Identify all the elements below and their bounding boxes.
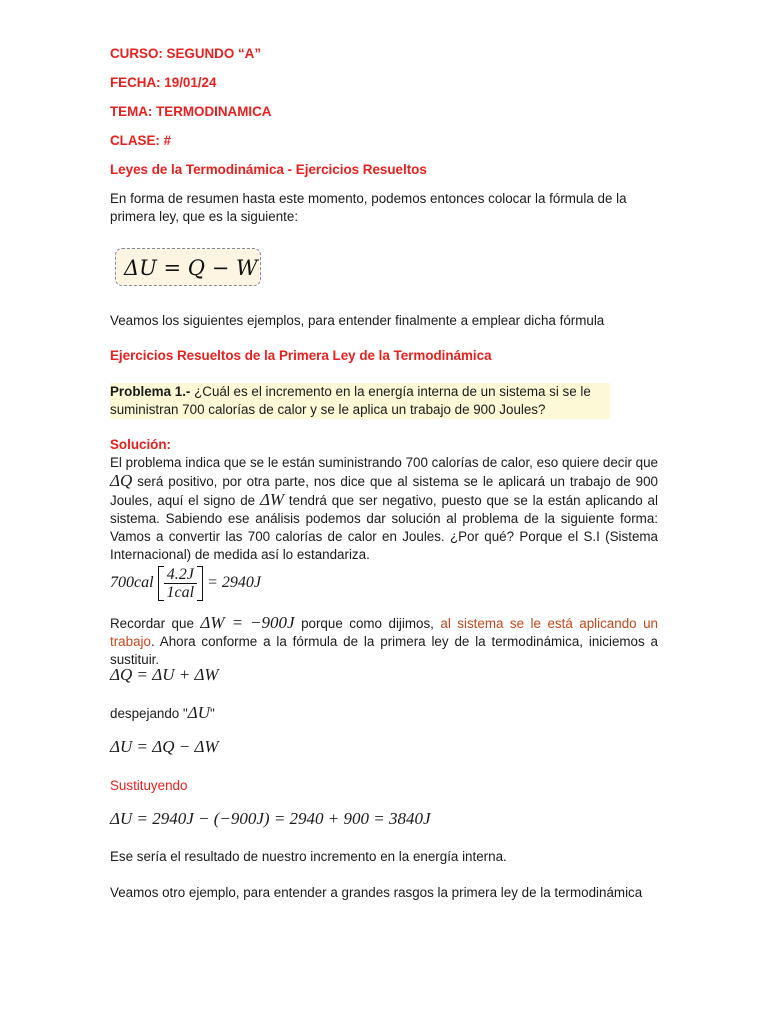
intro-paragraph: En forma de resumen hasta este momento, podemos entonces colocar la fórmula de la primera ley, que es la siguiente: <box>110 191 627 224</box>
solution-paragraph <box>110 454 658 564</box>
problem-text: ¿Cuál es el incremento en la energía interna de un sistema si se le suministran 700 calorías de calor y se le aplica un trabajo de 900 Joules? <box>110 384 591 417</box>
solution-label: Solución: <box>110 437 171 452</box>
equation-final: ΔU = 2940J − (−900J) = 2940 + 900 = 3840J <box>110 809 431 828</box>
solution-text-c: tendrá que ser negativo, puesto que se la están aplicando al sistema. Sabiendo ese análisis podemos dar solución al problema de la siguiente forma: Vamos a convertir las 700 calorías de calor en Joules. ¿Por qué? Porque el S.I (Sistema Internacional) de medida así lo estandariza. <box>110 493 658 562</box>
conversion-equation <box>110 566 261 601</box>
recall-highlight: al sistema se le está aplicando un trabajo <box>110 616 658 649</box>
recall-equation: ΔW = −900J <box>200 613 295 632</box>
delta-w-symbol: ΔW <box>259 490 285 509</box>
despejando-text-a: despejando " <box>110 706 188 721</box>
recall-paragraph <box>110 614 658 669</box>
recall-text-c: . Ahora conforme a la fórmula de la primera ley de la termodinámica, iniciemos a sustituir. <box>110 634 658 667</box>
result-text: Ese sería el resultado de nuestro incremento en la energía interna. <box>110 849 507 864</box>
equation-delta-u: ΔU = ΔQ − ΔW <box>110 737 219 756</box>
recall-text-b: porque como dijimos, <box>301 616 434 631</box>
class-line: CLASE: # <box>110 133 172 148</box>
examples-intro: Veamos los siguientes ejemplos, para entender finalmente a emplear dicha fórmula <box>110 313 605 328</box>
recall-text-a: Recordar que <box>110 616 194 631</box>
closing-paragraph: Veamos otro ejemplo, para entender a grandes rasgos la primera ley de la termodinámica <box>110 885 643 900</box>
conversion-fraction <box>164 566 198 601</box>
solution-text-a: El problema indica que se le están suministrando 700 calorías de calor, eso quiere decir que <box>110 455 658 470</box>
subsection-title: Ejercicios Resueltos de la Primera Ley de la Termodinámica <box>110 348 492 363</box>
course-line: CURSO: SEGUNDO “A” <box>110 46 262 61</box>
problem-statement <box>110 383 610 419</box>
date-line: FECHA: 19/01/24 <box>110 75 217 90</box>
despejando-text-b: " <box>210 706 215 721</box>
conversion-rhs: = 2940J <box>207 574 261 592</box>
section-title: Leyes de la Termodinámica - Ejercicios Resueltos <box>110 162 427 177</box>
delta-u-symbol: ΔU <box>187 703 210 722</box>
solution-text-b: será positivo, por otra parte, nos dice que al sistema se le aplicará un trabajo de 900 Joules, aquí el signo de <box>110 474 658 508</box>
conversion-lhs: 700cal <box>110 574 154 592</box>
first-law-formula-box: ΔU = Q − W <box>115 248 261 286</box>
fraction-numerator: 4.2J <box>164 566 198 584</box>
fraction-denominator: 1cal <box>166 584 195 601</box>
sustituyendo-label: Sustituyendo <box>110 778 188 793</box>
topic-line: TEMA: TERMODINAMICA <box>110 104 272 119</box>
despejando-line <box>110 704 215 723</box>
delta-q-symbol: ΔQ <box>110 471 133 490</box>
conversion-bracket <box>158 566 204 601</box>
problem-label: Problema 1.- <box>110 384 191 399</box>
equation-delta-q: ΔQ = ΔU + ΔW <box>110 665 219 684</box>
